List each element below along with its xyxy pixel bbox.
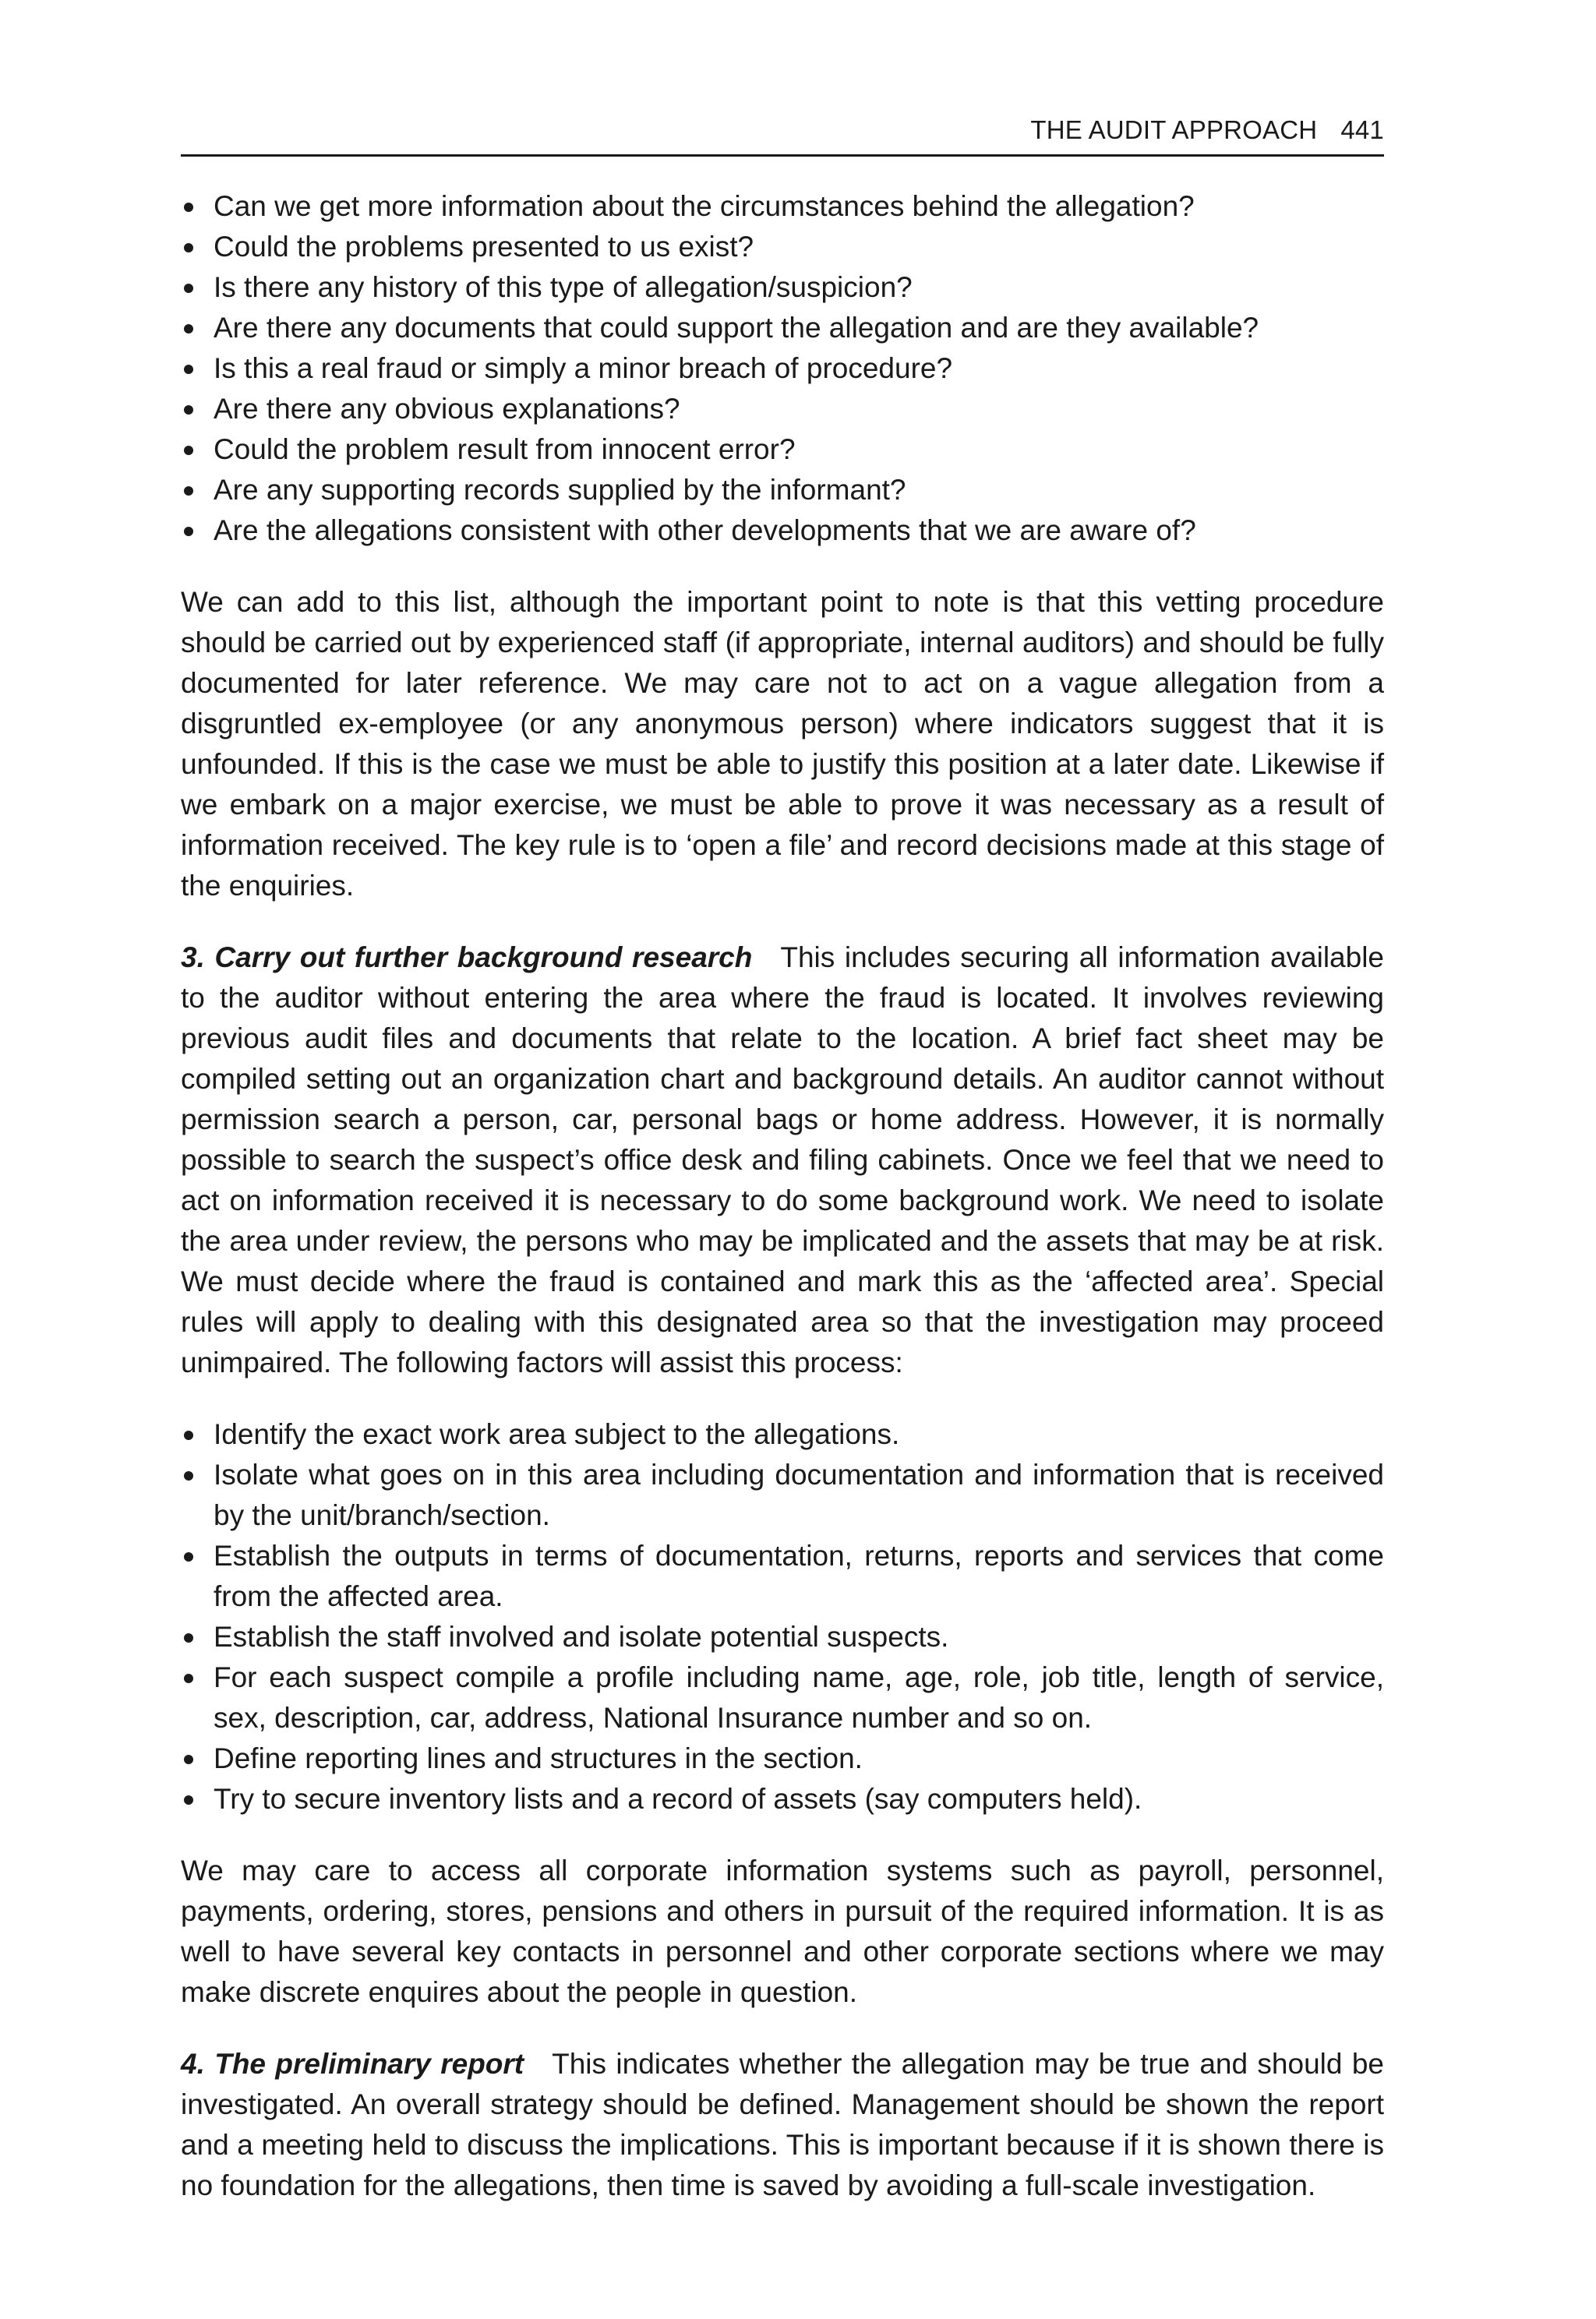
page-number: 441 <box>1340 115 1384 144</box>
section-3-paragraph <box>181 937 1384 1383</box>
list-item: Establish the outputs in terms of documentation, returns, reports and services that come from the affected area. <box>181 1536 1384 1617</box>
list-item: Establish the staff involved and isolate potential suspects. <box>181 1617 1384 1657</box>
running-header-title: THE AUDIT APPROACH <box>1030 115 1318 144</box>
list-item: Define reporting lines and structures in the section. <box>181 1738 1384 1779</box>
list-item: Are there any documents that could support the allegation and are they available? <box>181 308 1384 348</box>
list-item: For each suspect compile a profile including name, age, role, job title, length of service, sex, description, car, address, National Insurance number and so on. <box>181 1657 1384 1738</box>
list-item: Is there any history of this type of allegation/suspicion? <box>181 267 1384 308</box>
factors-list <box>181 1414 1384 1820</box>
list-item: Are any supporting records supplied by the informant? <box>181 470 1384 510</box>
list-item: Are there any obvious explanations? <box>181 389 1384 429</box>
list-item: Identify the exact work area subject to the allegations. <box>181 1414 1384 1455</box>
list-item: Are the allegations consistent with other developments that we are aware of? <box>181 510 1384 551</box>
section-3-text: This includes securing all information available to the auditor without entering the area where the fraud is located. It involves reviewing previous audit files and documents that relate to the location. A brief fact sheet may be compiled setting out an organization chart and background details. An auditor cannot without permission search a person, car, personal bags or home address. However, it is normally possible to search the suspect’s office desk and filing cabinets. Once we feel that we need to act on information received it is necessary to do some background work. We need to isolate the area under review, the persons who may be implicated and the assets that may be at risk. We must decide where the fraud is contained and mark this as the ‘affected area’. Special rules will apply to dealing with this designated area so that the investigation may proceed unimpaired. The following factors will assist this process: <box>181 941 1385 1378</box>
section-3-heading: 3. Carry out further background research <box>181 941 753 973</box>
list-item: Could the problems presented to us exist? <box>181 227 1384 267</box>
list-item: Isolate what goes on in this area including documentation and information that is received by the unit/branch/section. <box>181 1455 1384 1536</box>
list-item: Can we get more information about the circumstances behind the allegation? <box>181 186 1384 227</box>
vetting-paragraph: We can add to this list, although the important point to note is that this vetting procedure should be carried out by experienced staff (if appropriate, internal auditors) and should be fully documented for later reference. We may care not to act on a vague allegation from a disgruntled ex-employee (or any anonymous person) where indicators suggest that it is unfounded. If this is the case we must be able to justify this position at a later date. Likewise if we embark on a major exercise, we must be able to prove it was necessary as a result of information received. The key rule is to ‘open a file’ and record decisions made at this stage of the enquiries. <box>181 586 1384 902</box>
running-header <box>181 115 1384 157</box>
list-item: Try to secure inventory lists and a record of assets (say computers held). <box>181 1779 1384 1820</box>
page-body <box>181 186 1384 2206</box>
book-page <box>181 115 1384 2206</box>
section-4-heading: 4. The preliminary report <box>181 2048 524 2080</box>
section-4-text: This indicates whether the allegation may be true and should be investigated. An overall strategy should be defined. Management should be shown the report and a meeting held to discuss the implications. This is important because if it is shown there is no foundation for the allegations, then time is saved by avoiding a full-scale investigation. <box>181 2048 1384 2201</box>
vetting-questions-list <box>181 186 1384 551</box>
corporate-systems-paragraph: We may care to access all corporate information systems such as payroll, personnel, payments, ordering, stores, pensions and others in pursuit of the required information. It is as well to have several key contacts in personnel and other corporate sections where we may make discrete enquires about the people in question. <box>181 1855 1384 2008</box>
section-4-paragraph <box>181 2044 1384 2206</box>
list-item: Could the problem result from innocent error? <box>181 429 1384 470</box>
list-item: Is this a real fraud or simply a minor breach of procedure? <box>181 348 1384 389</box>
